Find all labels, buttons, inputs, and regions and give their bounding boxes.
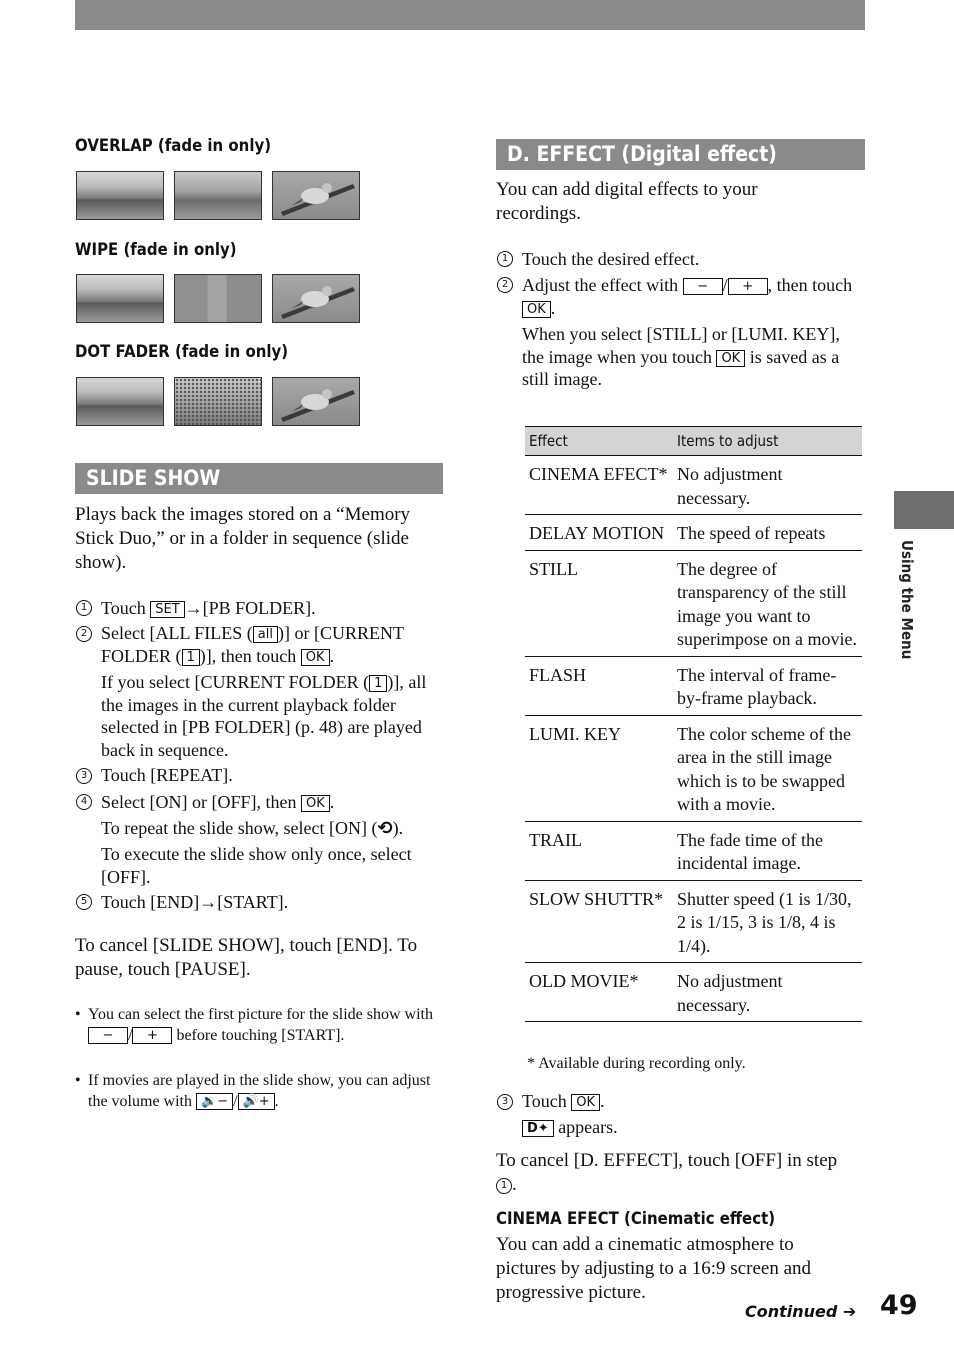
- effect-name: TRAIL: [525, 821, 673, 880]
- effect-items: No adjustment necessary.: [673, 456, 862, 515]
- slide-step-4-note: To repeat the slide show, select [ON] (⟲).: [101, 818, 404, 839]
- table-header-row: [525, 427, 862, 456]
- effect-items: The fade time of the incidental image.: [673, 821, 862, 880]
- page-number: 49: [880, 1290, 918, 1321]
- side-section-label: Using the Menu: [898, 540, 916, 660]
- bird-thumbnail: [272, 274, 360, 323]
- effect-name: SLOW SHUTTR*: [525, 880, 673, 963]
- effect-name: CINEMA EFECT*: [525, 456, 673, 515]
- slide-show-intro: Plays back the images stored on a “Memory Stick Duo,” or in a folder in sequence (slide show).: [75, 504, 411, 573]
- minus-key: −: [683, 278, 723, 295]
- plus-key: +: [132, 1027, 172, 1044]
- overlap-thumbnails: [76, 171, 360, 220]
- effect-items: The degree of transparency of the still image you want to superimpose on a movie.: [673, 550, 862, 656]
- all-files-icon: all: [253, 626, 278, 643]
- d-effect-heading: D. EFFECT (Digital effect): [496, 139, 865, 170]
- dot-fader-title: DOT FADER (fade in only): [75, 342, 289, 362]
- continued-label: Continued ➔: [745, 1302, 857, 1321]
- cinema-effect-text: You can add a cinematic atmosphere to pictures by adjusting to a 16:9 screen and progressive picture.: [496, 1234, 812, 1303]
- set-key: SET: [150, 601, 184, 618]
- step-number: 5: [76, 894, 92, 910]
- landscape-thumbnail: [76, 171, 164, 220]
- table-row: [525, 821, 862, 880]
- effect-step-3: Touch OK .: [522, 1091, 605, 1111]
- effect-items: No adjustment necessary.: [673, 963, 862, 1022]
- bullet: •: [75, 1072, 81, 1089]
- d-effect-cancel-note: To cancel [D. EFFECT], touch [OFF] in step 1 .: [496, 1150, 838, 1195]
- bird-thumbnail: [272, 171, 360, 220]
- effect-step-2: Adjust the effect with − / + , then touch OK .: [522, 275, 853, 318]
- bird-thumbnail: [272, 377, 360, 426]
- volume-up-key: 🔊+: [238, 1093, 275, 1110]
- overlap-title: OVERLAP (fade in only): [75, 136, 272, 156]
- table-header-effect: Effect: [525, 427, 673, 456]
- effect-name: STILL: [525, 550, 673, 656]
- effect-name: LUMI. KEY: [525, 715, 673, 821]
- table-row: [525, 550, 862, 656]
- slide-step-2: Select [ALL FILES ( all )] or [CURRENT FOLDER ( 1 )], then touch OK .: [101, 623, 404, 666]
- table-footnote: * Available during recording only.: [527, 1055, 746, 1072]
- arrow-right-icon: ➔: [842, 1302, 857, 1321]
- digital-effect-icon: D✦: [522, 1120, 554, 1137]
- step-ref-number: 1: [496, 1178, 512, 1194]
- step-number: 3: [76, 768, 92, 784]
- wipe-thumbnails: [76, 274, 360, 323]
- slide-show-tip-2: If movies are played in the slide show, you can adjust the volume with 🔉− / 🔊+ .: [88, 1072, 431, 1110]
- current-folder-icon: 1: [182, 649, 200, 666]
- repeat-icon: ⟲: [377, 818, 393, 839]
- landscape-thumbnail: [76, 377, 164, 426]
- slide-show-tip-1: You can select the first picture for the slide show with − / + before touching [START].: [88, 1006, 433, 1044]
- slide-step-3: Touch [REPEAT].: [101, 765, 233, 785]
- slide-step-2-note: If you select [CURRENT FOLDER ( 1 )], all the images in the current playback folder selected in [PB FOLDER] (p. 48) are played back in sequence.: [101, 672, 427, 760]
- ok-key: OK: [522, 301, 551, 318]
- dot-fader-thumbnails: [76, 377, 360, 426]
- slide-show-heading: SLIDE SHOW: [75, 463, 443, 494]
- step-number: 3: [497, 1094, 513, 1110]
- effect-name: DELAY MOTION: [525, 515, 673, 551]
- ok-key: OK: [716, 350, 745, 367]
- effect-step-2-note: When you select [STILL] or [LUMI. KEY], the image when you touch OK is saved as a still image.: [522, 324, 840, 389]
- side-tab-marker: [894, 491, 954, 529]
- effect-step-3-note: D✦ appears.: [522, 1116, 862, 1139]
- effect-items: The interval of frame-by-frame playback.: [673, 656, 862, 715]
- effect-name: OLD MOVIE*: [525, 963, 673, 1022]
- effect-items: The color scheme of the area in the still image which is to be swapped with a movie.: [673, 715, 862, 821]
- current-folder-icon: 1: [369, 675, 387, 692]
- wipe-title: WIPE (fade in only): [75, 240, 237, 260]
- cinema-effect-title: CINEMA EFECT (Cinematic effect): [496, 1209, 776, 1229]
- slide-step-4-note-2: To execute the slide show only once, select [OFF].: [101, 844, 412, 887]
- step-number: 2: [497, 277, 513, 293]
- effect-items: Shutter speed (1 is 1/30, 2 is 1/15, 3 is 1/8, 4 is 1/4).: [673, 880, 862, 963]
- slide-step-4: Select [ON] or [OFF], then OK .: [101, 792, 335, 812]
- step-number: 1: [76, 600, 92, 616]
- slide-show-cancel-note: To cancel [SLIDE SHOW], touch [END]. To pause, touch [PAUSE].: [75, 935, 418, 980]
- bullet: •: [75, 1006, 81, 1023]
- d-effect-intro: You can add digital effects to your recordings.: [496, 179, 758, 224]
- table-row: [525, 880, 862, 963]
- effect-items: The speed of repeats: [673, 515, 862, 551]
- slide-step-1: Touch SET →[PB FOLDER].: [101, 598, 316, 618]
- table-row: [525, 963, 862, 1022]
- table-row: [525, 715, 862, 821]
- table-row: [525, 656, 862, 715]
- effect-table: [525, 426, 862, 1022]
- table-header-items: Items to adjust: [673, 427, 862, 456]
- table-row: [525, 456, 862, 515]
- slide-step-5: Touch [END]→[START].: [101, 892, 289, 912]
- ok-key: OK: [301, 649, 330, 666]
- plus-key: +: [728, 278, 768, 295]
- step-number: 1: [497, 251, 513, 267]
- ok-key: OK: [301, 795, 330, 812]
- table-row: [525, 515, 862, 551]
- volume-down-key: 🔉−: [196, 1093, 233, 1110]
- wipe-mid-thumbnail: [174, 274, 262, 323]
- minus-key: −: [88, 1027, 128, 1044]
- top-header-bar: [75, 0, 865, 30]
- step-number: 4: [76, 794, 92, 810]
- effect-name: FLASH: [525, 656, 673, 715]
- landscape-thumbnail: [76, 274, 164, 323]
- step-number: 2: [76, 626, 92, 642]
- effect-step-1: Touch the desired effect.: [522, 249, 700, 269]
- ok-key: OK: [571, 1094, 600, 1111]
- overlap-mid-thumbnail: [174, 171, 262, 220]
- dot-mid-thumbnail: [174, 377, 262, 426]
